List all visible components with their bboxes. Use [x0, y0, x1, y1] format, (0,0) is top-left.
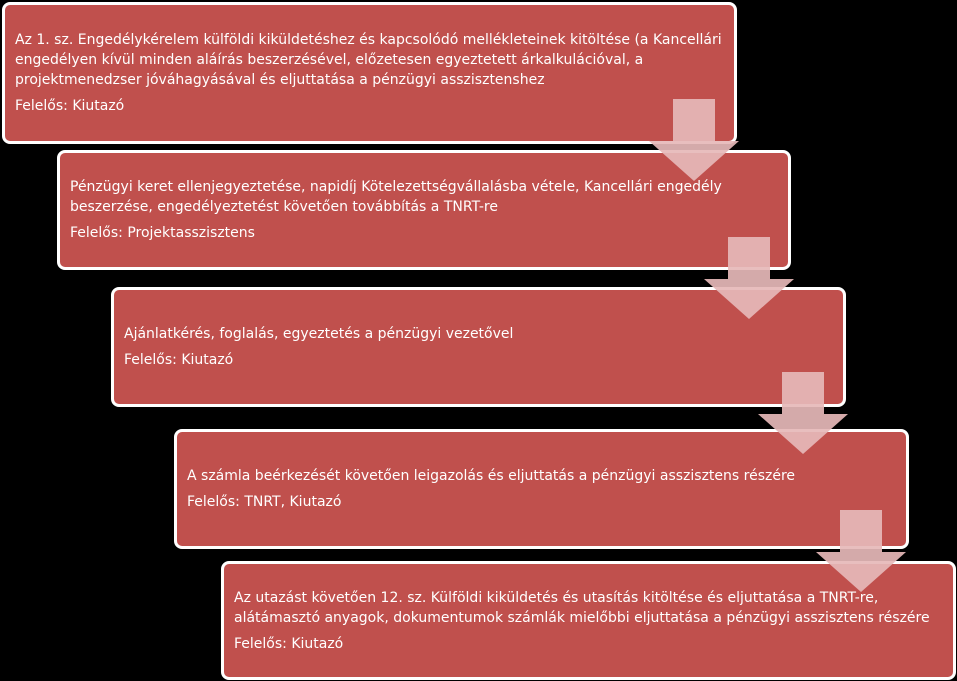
- step-2-responsible: Felelős: Projektasszisztens: [70, 225, 255, 241]
- step-3-responsible: Felelős: Kiutazó: [124, 352, 234, 368]
- arrow-shape: [649, 99, 739, 181]
- arrow-shape: [758, 372, 848, 454]
- bent-down-arrow-icon: [649, 99, 739, 181]
- arrow-shape: [816, 510, 906, 592]
- bent-down-arrow-icon: [758, 372, 848, 454]
- step-4-description: A számla beérkezését követően leigazolás és eljuttatás a pénzügyi asszisztens részére: [187, 468, 796, 484]
- bent-down-arrow-icon: [704, 237, 794, 319]
- step-4-responsible: Felelős: TNRT, Kiutazó: [187, 494, 342, 510]
- step-1-responsible: Felelős: Kiutazó: [15, 98, 125, 114]
- step-3-description: Ajánlatkérés, foglalás, egyeztetés a pénzügyi vezetővel: [124, 326, 514, 342]
- step-5-responsible: Felelős: Kiutazó: [234, 635, 344, 652]
- step-2-description: Pénzügyi keret ellenjegyeztetése, napidíj Kötelezettségvállalásba vétele, Kancellári engedély beszerzése, engedélyeztetést követően továbbítás a TNRT-re: [70, 179, 722, 215]
- step-box-1: [2, 2, 737, 144]
- bent-down-arrow-icon: [816, 510, 906, 592]
- step-1-description: Az 1. sz. Engedélykérelem külföldi kiküldetéshez és kapcsolódó mellékleteinek kitöltése (a Kancellári engedélyen kívül minden aláírás beszerzésével, előzetesen egyeztetett árkalkulációval, a projektmenedzser jóváhagyásával és eljuttatása a pénzügyi asszisztenshez: [15, 32, 722, 88]
- step-5-description: Az utazást követően 12. sz. Külföldi kiküldetés és utasítás kitöltése és eljuttatása a TNRT-re, alátámasztó anyagok, dokumentumok számlák mielőbbi eljuttatása a pénzügyi asszisztens részére: [234, 589, 930, 626]
- arrow-shape: [704, 237, 794, 319]
